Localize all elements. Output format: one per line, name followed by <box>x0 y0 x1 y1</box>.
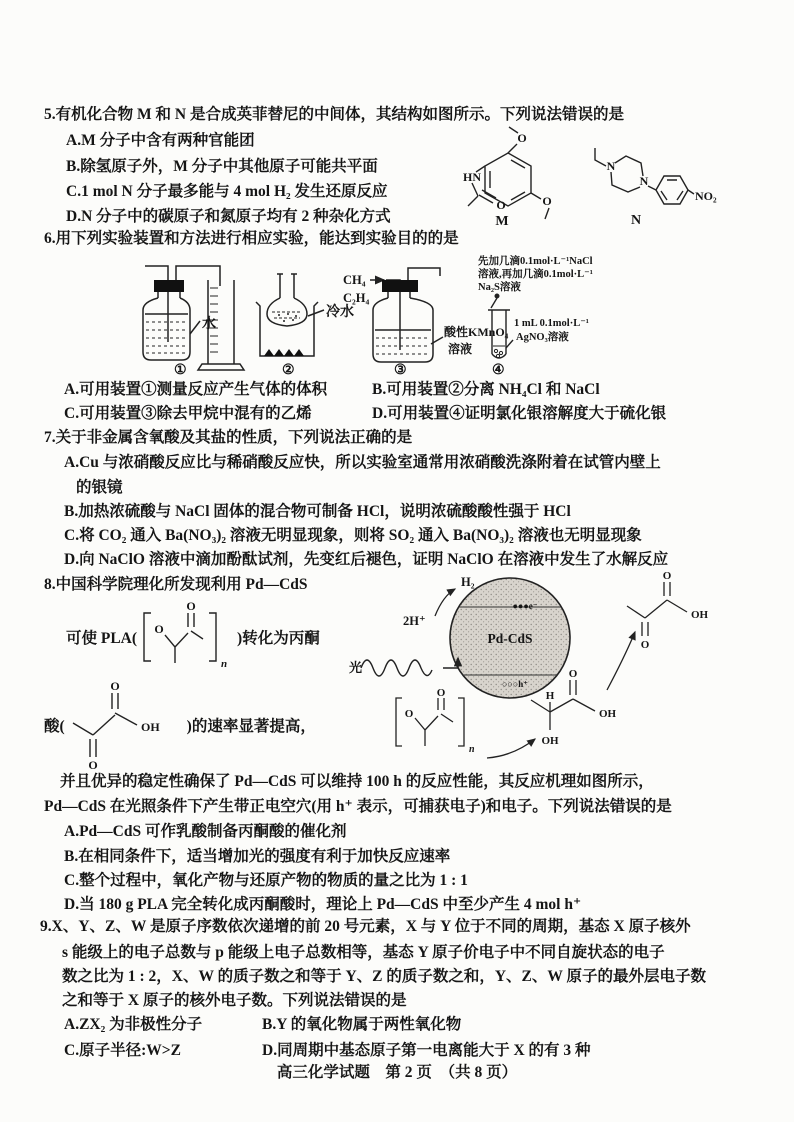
pla-inline-subscript-n: n <box>221 658 228 670</box>
q8-option-c: C.整个过程中，氧化产物与还原产物的物质的量之比为 1 : 1 <box>64 872 468 889</box>
q5-option-c: C.1 mol N 分子最多能与 4 mol H₂ 发生还原反应 <box>66 183 388 200</box>
q7-stem: 7.关于非金属含氧酸及其盐的性质，下列说法正确的是 <box>44 429 413 446</box>
apparatus-3-number: ③ <box>394 363 407 378</box>
q9-option-d: D.同周期中基态原子第一电离能大于 X 的有 3 种 <box>262 1042 591 1059</box>
n-label: N <box>630 213 642 228</box>
pyruvic-inline-ketone-o: O <box>88 758 98 772</box>
pyruvic-oh: OH <box>691 609 709 621</box>
q5-option-b: B.除氢原子外，M 分子中其他原子可能共平面 <box>66 158 378 175</box>
q8-option-d: D.当 180 g PLA 完全转化成丙酮酸时，理论上 Pd—CdS 中至少产生 4 mol h⁺ <box>64 896 582 913</box>
lactic-carboxyl-oh: OH <box>599 708 617 720</box>
q9-option-b: B.Y 的氧化物属于两性氧化物 <box>262 1016 462 1033</box>
q6-option-d: D.可用装置④证明氯化银溶解度大于硫化银 <box>372 405 667 422</box>
benzene-ring-n <box>656 176 694 204</box>
apparatus-1-water-label: 水 <box>202 317 216 332</box>
pla-inline-carbonyl-o: O <box>186 599 196 613</box>
q6-option-c: C.可用装置③除去甲烷中混有的乙烯 <box>64 405 312 422</box>
pyruvic-inline-oh: OH <box>140 720 160 734</box>
m-methoxy-right-o: O <box>542 194 552 208</box>
q8-option-a: A.Pd—CdS 可作乳酸制备丙酮酸的催化剂 <box>64 823 347 840</box>
pla-unit-structure <box>396 687 475 755</box>
structure-m-diagram <box>462 126 580 228</box>
lactic-to-pyruvic-arrow <box>607 632 635 690</box>
electrons-label: ●●●e⁻ <box>512 601 538 611</box>
pla-to-lactic-arrow <box>487 739 535 758</box>
hydrogen-gas-label: H₂ <box>461 575 475 589</box>
proton-to-h2-arrow <box>435 589 455 616</box>
q8-para-line2: Pd—CdS 在光照条件下产生带正电空穴(用 h⁺ 表示，可捕获电子)和电子。下列说法错误的是 <box>44 798 672 815</box>
page-footer: 高三化学试题 第 2 页 （共 8 页） <box>276 1064 518 1081</box>
pla-inline-ester-o: O <box>154 622 164 636</box>
pyruvic-acid-structure-inline <box>67 679 185 771</box>
apparatus-4-note-3: Na₂S溶液 <box>478 282 521 293</box>
m-amide-hn: HN <box>463 170 481 184</box>
light-label: 光 <box>349 660 363 675</box>
q8-line2 <box>66 596 320 678</box>
q9-stem-line3: 数之比为 1 : 2，X、W 的质子数之和等于 Y、Z 的质子数之和，Y、Z、W 原子的最外层电子数 <box>62 968 706 985</box>
q7-option-a-line1: A.Cu 与浓硝酸反应比与稀硝酸反应快，所以实验室通常用浓硝酸洗涤附着在试管内壁上 <box>64 454 661 471</box>
pla-subscript-n: n <box>469 744 475 755</box>
n-piperazine-n2: N <box>639 174 649 188</box>
light-wave <box>349 658 458 676</box>
apparatus-3-gas-ch4: CH₄ <box>343 273 366 287</box>
q6-apparatus-figure <box>48 250 758 380</box>
q8-line3-pre: 酸( <box>44 718 65 735</box>
q8-para-line1: 并且优异的稳定性确保了 Pd—CdS 可以维持 100 h 的反应性能，其反应机理如图所示， <box>60 773 654 790</box>
pyruvic-inline-carboxyl-o: O <box>110 679 120 693</box>
m-methoxy-top-o: O <box>517 131 527 145</box>
pd-cds-sphere <box>450 578 570 698</box>
apparatus-2-flask-on-beaker <box>256 274 354 378</box>
q7-option-b: B.加热浓硫酸与 NaCl 固体的混合物可制备 HCl，说明浓硫酸酸性强于 HCl <box>64 503 571 520</box>
q6-option-a: A.可用装置①测量反应产生气体的体积 <box>64 381 328 398</box>
q8-line3-post: )的速率显著提高， <box>186 718 316 735</box>
apparatus-1-gas-washing-bottle <box>143 266 244 378</box>
apparatus-2-number: ② <box>282 363 295 378</box>
apparatus-1-number: ① <box>174 363 187 378</box>
holes-label: ○○○h⁺ <box>501 679 529 689</box>
q7-option-d: D.向 NaClO 溶液中滴加酚酞试剂，先变红后褪色，证明 NaClO 在溶液中发生了水解反应 <box>64 551 669 568</box>
apparatus-3-solution-label-1: 酸性KMnO₄ <box>444 325 509 339</box>
apparatus-4-note-5: AgNO₃溶液 <box>516 332 569 343</box>
apparatus-4-note-4: 1 mL 0.1mol·L⁻¹ <box>514 318 589 329</box>
q8-intro: 8.中国科学院理化所发现利用 Pd—CdS <box>44 576 308 593</box>
solid-in-beaker <box>264 349 304 356</box>
pla-structure-inline <box>139 597 235 677</box>
apparatus-4-test-tube <box>478 254 593 378</box>
pyruvic-carboxyl-o: O <box>662 570 672 582</box>
q5-stem: 5.有机化合物 M 和 N 是合成英菲替尼的中间体，其结构如图所示。下列说法错误的是 <box>44 106 624 123</box>
q8-option-b: B.在相同条件下，适当增加光的强度有利于加快反应速率 <box>64 848 451 865</box>
structure-n-diagram <box>588 142 720 228</box>
apparatus-3-gas-c2h4: C₂H₄ <box>343 291 370 305</box>
q8-line2-pre: 可使 PLA( <box>66 630 138 647</box>
lactic-h: H <box>545 690 555 702</box>
pyruvic-acid-structure <box>627 570 709 651</box>
q5-option-d: D.N 分子中的碳原子和氮原子均有 2 种杂化方式 <box>66 208 391 225</box>
protons-label: 2H⁺ <box>403 614 426 628</box>
q8-line2-post: )转化为丙酮 <box>237 630 320 647</box>
apparatus-4-note-2: 溶液,再加几滴0.1mol·L⁻¹ <box>478 269 593 280</box>
q8-line3 <box>44 678 316 772</box>
q7-option-c: C.将 CO₂ 通入 Ba(NO₃)₂ 溶液无明显现象，则将 SO₂ 通入 Ba(NO₃)₂ 溶液也无明显现象 <box>64 527 642 544</box>
lactic-hydroxyl-oh: OH <box>541 735 559 747</box>
m-carbonyl-o: O <box>496 198 506 212</box>
q6-stem: 6.用下列实验装置和方法进行相应实验，能达到实验目的的是 <box>44 230 459 247</box>
pla-ester-o: O <box>404 708 414 720</box>
apparatus-2-coldwater-label: 冷水 <box>326 305 354 320</box>
q9-option-c: C.原子半径:W>Z <box>64 1042 181 1059</box>
q6-option-b: B.可用装置②分离 NH₄Cl 和 NaCl <box>372 381 600 398</box>
q8-mechanism-figure <box>345 568 790 774</box>
q9-option-a: A.ZX₂ 为非极性分子 <box>64 1016 203 1033</box>
n-nitro-group: NO₂ <box>695 189 717 203</box>
n-piperazine-n1: N <box>606 159 616 173</box>
q9-stem-line4: 之和等于 X 原子的核外电子数。下列说法错误的是 <box>62 992 407 1009</box>
pla-carbonyl-o: O <box>436 687 446 699</box>
q9-stem-line1: 9.X、Y、Z、W 是原子序数依次递增的前 20 号元素，X 与 Y 位于不同的周期，基态 X 原子核外 <box>40 918 691 935</box>
q9-stem-line2: s 能级上的电子总数与 p 能级上电子总数相等，基态 Y 原子价电子中不同自旋状态的电子 <box>62 944 665 961</box>
apparatus-4-note-1: 先加几滴0.1mol·L⁻¹NaCl <box>478 256 593 267</box>
apparatus-3-solution-label-2: 溶液 <box>448 342 473 356</box>
apparatus-4-number: ④ <box>492 363 505 378</box>
lactic-carboxyl-o: O <box>568 668 578 680</box>
m-label: M <box>495 214 509 229</box>
pyruvic-ketone-o: O <box>640 639 650 651</box>
q7-option-a-line2: 的银镜 <box>76 479 123 496</box>
q5-option-a: A.M 分子中含有两种官能团 <box>66 132 255 149</box>
sphere-core-label: Pd-CdS <box>487 631 533 646</box>
